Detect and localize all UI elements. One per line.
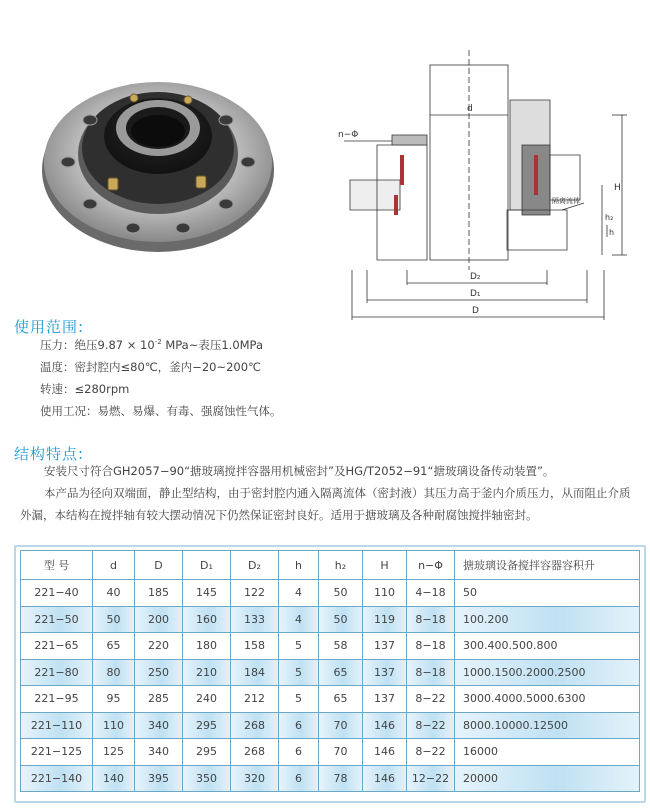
cell-volume: 3000.4000.5000.6300 (455, 686, 640, 713)
cell-d: 95 (93, 686, 135, 713)
cross-section-drawing (322, 45, 632, 335)
cell-model: 221−40 (21, 580, 93, 607)
header-d: d (93, 551, 135, 580)
cell-H: 146 (363, 712, 407, 739)
cell-D2: 268 (231, 739, 279, 766)
cell-d: 80 (93, 659, 135, 686)
cell-h: 5 (279, 686, 319, 713)
spec-conditions: 使用工况：易燃、易爆、有毒、强腐蚀性气体。 (40, 404, 282, 418)
table-row (21, 712, 640, 739)
cell-model: 221−125 (21, 739, 93, 766)
table-row (21, 765, 640, 792)
cell-H: 110 (363, 580, 407, 607)
dim-D-label: D (472, 306, 479, 316)
header-D2: D₂ (231, 551, 279, 580)
header-n-phi: n−Φ (407, 551, 455, 580)
cell-d: 65 (93, 633, 135, 660)
spec-temperature: 温度：密封腔内≤80℃，釜内−20~200℃ (40, 360, 261, 374)
cell-D: 200 (135, 606, 183, 633)
cell-model: 221−110 (21, 712, 93, 739)
spec-pressure: 压力：绝压$9.87 \times 10^{-2}$ MPa~表压1.0MPa (40, 338, 264, 352)
cell-D2: 320 (231, 765, 279, 792)
cell-volume: 20000 (455, 765, 640, 792)
dim-n-phi-label: n−Φ (338, 130, 359, 140)
cell-H: 137 (363, 686, 407, 713)
cell-n-phi: 4−18 (407, 580, 455, 607)
cell-n-phi: 8−18 (407, 659, 455, 686)
table-row (21, 739, 640, 766)
cell-h: 4 (279, 580, 319, 607)
cell-h: 6 (279, 765, 319, 792)
cell-D1: 295 (183, 712, 231, 739)
cell-h: 6 (279, 739, 319, 766)
cell-D1: 145 (183, 580, 231, 607)
header-h2: h₂ (319, 551, 363, 580)
cell-n-phi: 8−22 (407, 686, 455, 713)
cell-D2: 122 (231, 580, 279, 607)
cell-D2: 212 (231, 686, 279, 713)
mechanical-seal-photo (38, 58, 278, 258)
table-row (21, 606, 640, 633)
cell-D2: 158 (231, 633, 279, 660)
dim-h-label: h (609, 228, 615, 237)
cell-volume: 50 (455, 580, 640, 607)
header-volume: 搪玻璃设备搅拌容器容积升 (455, 551, 640, 580)
cell-h: 4 (279, 606, 319, 633)
header-h: h (279, 551, 319, 580)
cell-D: 220 (135, 633, 183, 660)
cell-D2: 268 (231, 712, 279, 739)
header-model: 型 号 (21, 551, 93, 580)
cell-n-phi: 8−18 (407, 606, 455, 633)
table-header-row (21, 551, 640, 580)
table-row (21, 580, 640, 607)
features-paragraph-2: 本产品为径向双端面，静止型结构，由于密封腔内通入隔离流体（密封液）其压力高于釜内介质压力，从而阻止介质外漏，本结构在搅拌轴有较大摆动情况下仍然保证密封良好。适用于搪玻璃及各种耐腐蚀搅拌轴密封。 (20, 486, 631, 522)
cell-h2: 78 (319, 765, 363, 792)
features-paragraph-1: 安装尺寸符合GH2057−90“搪玻璃搅拌容器用机械密封”及HG/T2052−91“搪玻璃设备传动装置”。 (44, 464, 555, 478)
cell-h: 5 (279, 659, 319, 686)
dim-h2-label: h₂ (605, 213, 614, 222)
cell-D: 340 (135, 739, 183, 766)
isolation-fluid-label: 隔离流体 (552, 197, 580, 205)
cell-D1: 295 (183, 739, 231, 766)
features-text (20, 460, 640, 526)
cell-model: 221−65 (21, 633, 93, 660)
dim-D2-label: D₂ (470, 272, 481, 282)
cell-n-phi: 12−22 (407, 765, 455, 792)
header-D1: D₁ (183, 551, 231, 580)
features-heading: 结构特点: (14, 445, 85, 463)
cell-h2: 65 (319, 686, 363, 713)
cell-D: 185 (135, 580, 183, 607)
header-D: D (135, 551, 183, 580)
header-H: H (363, 551, 407, 580)
cell-n-phi: 8−22 (407, 739, 455, 766)
cell-H: 146 (363, 765, 407, 792)
cell-n-phi: 8−22 (407, 712, 455, 739)
cell-D: 395 (135, 765, 183, 792)
cell-D: 340 (135, 712, 183, 739)
cell-model: 221−50 (21, 606, 93, 633)
cell-H: 119 (363, 606, 407, 633)
usage-range-heading: 使用范围: (14, 318, 85, 336)
spec-table (20, 550, 640, 792)
cell-D1: 350 (183, 765, 231, 792)
cell-D1: 180 (183, 633, 231, 660)
cell-model: 221−80 (21, 659, 93, 686)
cell-d: 50 (93, 606, 135, 633)
cell-model: 221−95 (21, 686, 93, 713)
cell-D1: 210 (183, 659, 231, 686)
cell-D2: 133 (231, 606, 279, 633)
cell-volume: 16000 (455, 739, 640, 766)
cell-d: 140 (93, 765, 135, 792)
cell-d: 40 (93, 580, 135, 607)
dim-D1-label: D₁ (470, 289, 481, 299)
table-row (21, 633, 640, 660)
cell-h2: 50 (319, 606, 363, 633)
cell-volume: 100.200 (455, 606, 640, 633)
cell-h2: 65 (319, 659, 363, 686)
cell-D2: 184 (231, 659, 279, 686)
cell-h2: 70 (319, 712, 363, 739)
cell-D: 285 (135, 686, 183, 713)
dim-d-label: d (467, 104, 473, 114)
cell-h2: 50 (319, 580, 363, 607)
cell-volume: 8000.10000.12500 (455, 712, 640, 739)
table-row (21, 686, 640, 713)
spec-speed: 转速：≤280rpm (40, 382, 130, 396)
cell-D1: 240 (183, 686, 231, 713)
cell-volume: 1000.1500.2000.2500 (455, 659, 640, 686)
cell-model: 221−140 (21, 765, 93, 792)
cell-H: 146 (363, 739, 407, 766)
cell-d: 125 (93, 739, 135, 766)
cell-volume: 300.400.500.800 (455, 633, 640, 660)
cell-h2: 58 (319, 633, 363, 660)
cell-h: 6 (279, 712, 319, 739)
table-row (21, 659, 640, 686)
cell-h: 5 (279, 633, 319, 660)
cell-H: 137 (363, 633, 407, 660)
cell-h2: 70 (319, 739, 363, 766)
cell-D: 250 (135, 659, 183, 686)
cell-d: 110 (93, 712, 135, 739)
dim-H-label: H (614, 183, 621, 193)
cell-D1: 160 (183, 606, 231, 633)
cell-H: 137 (363, 659, 407, 686)
cell-n-phi: 8−18 (407, 633, 455, 660)
